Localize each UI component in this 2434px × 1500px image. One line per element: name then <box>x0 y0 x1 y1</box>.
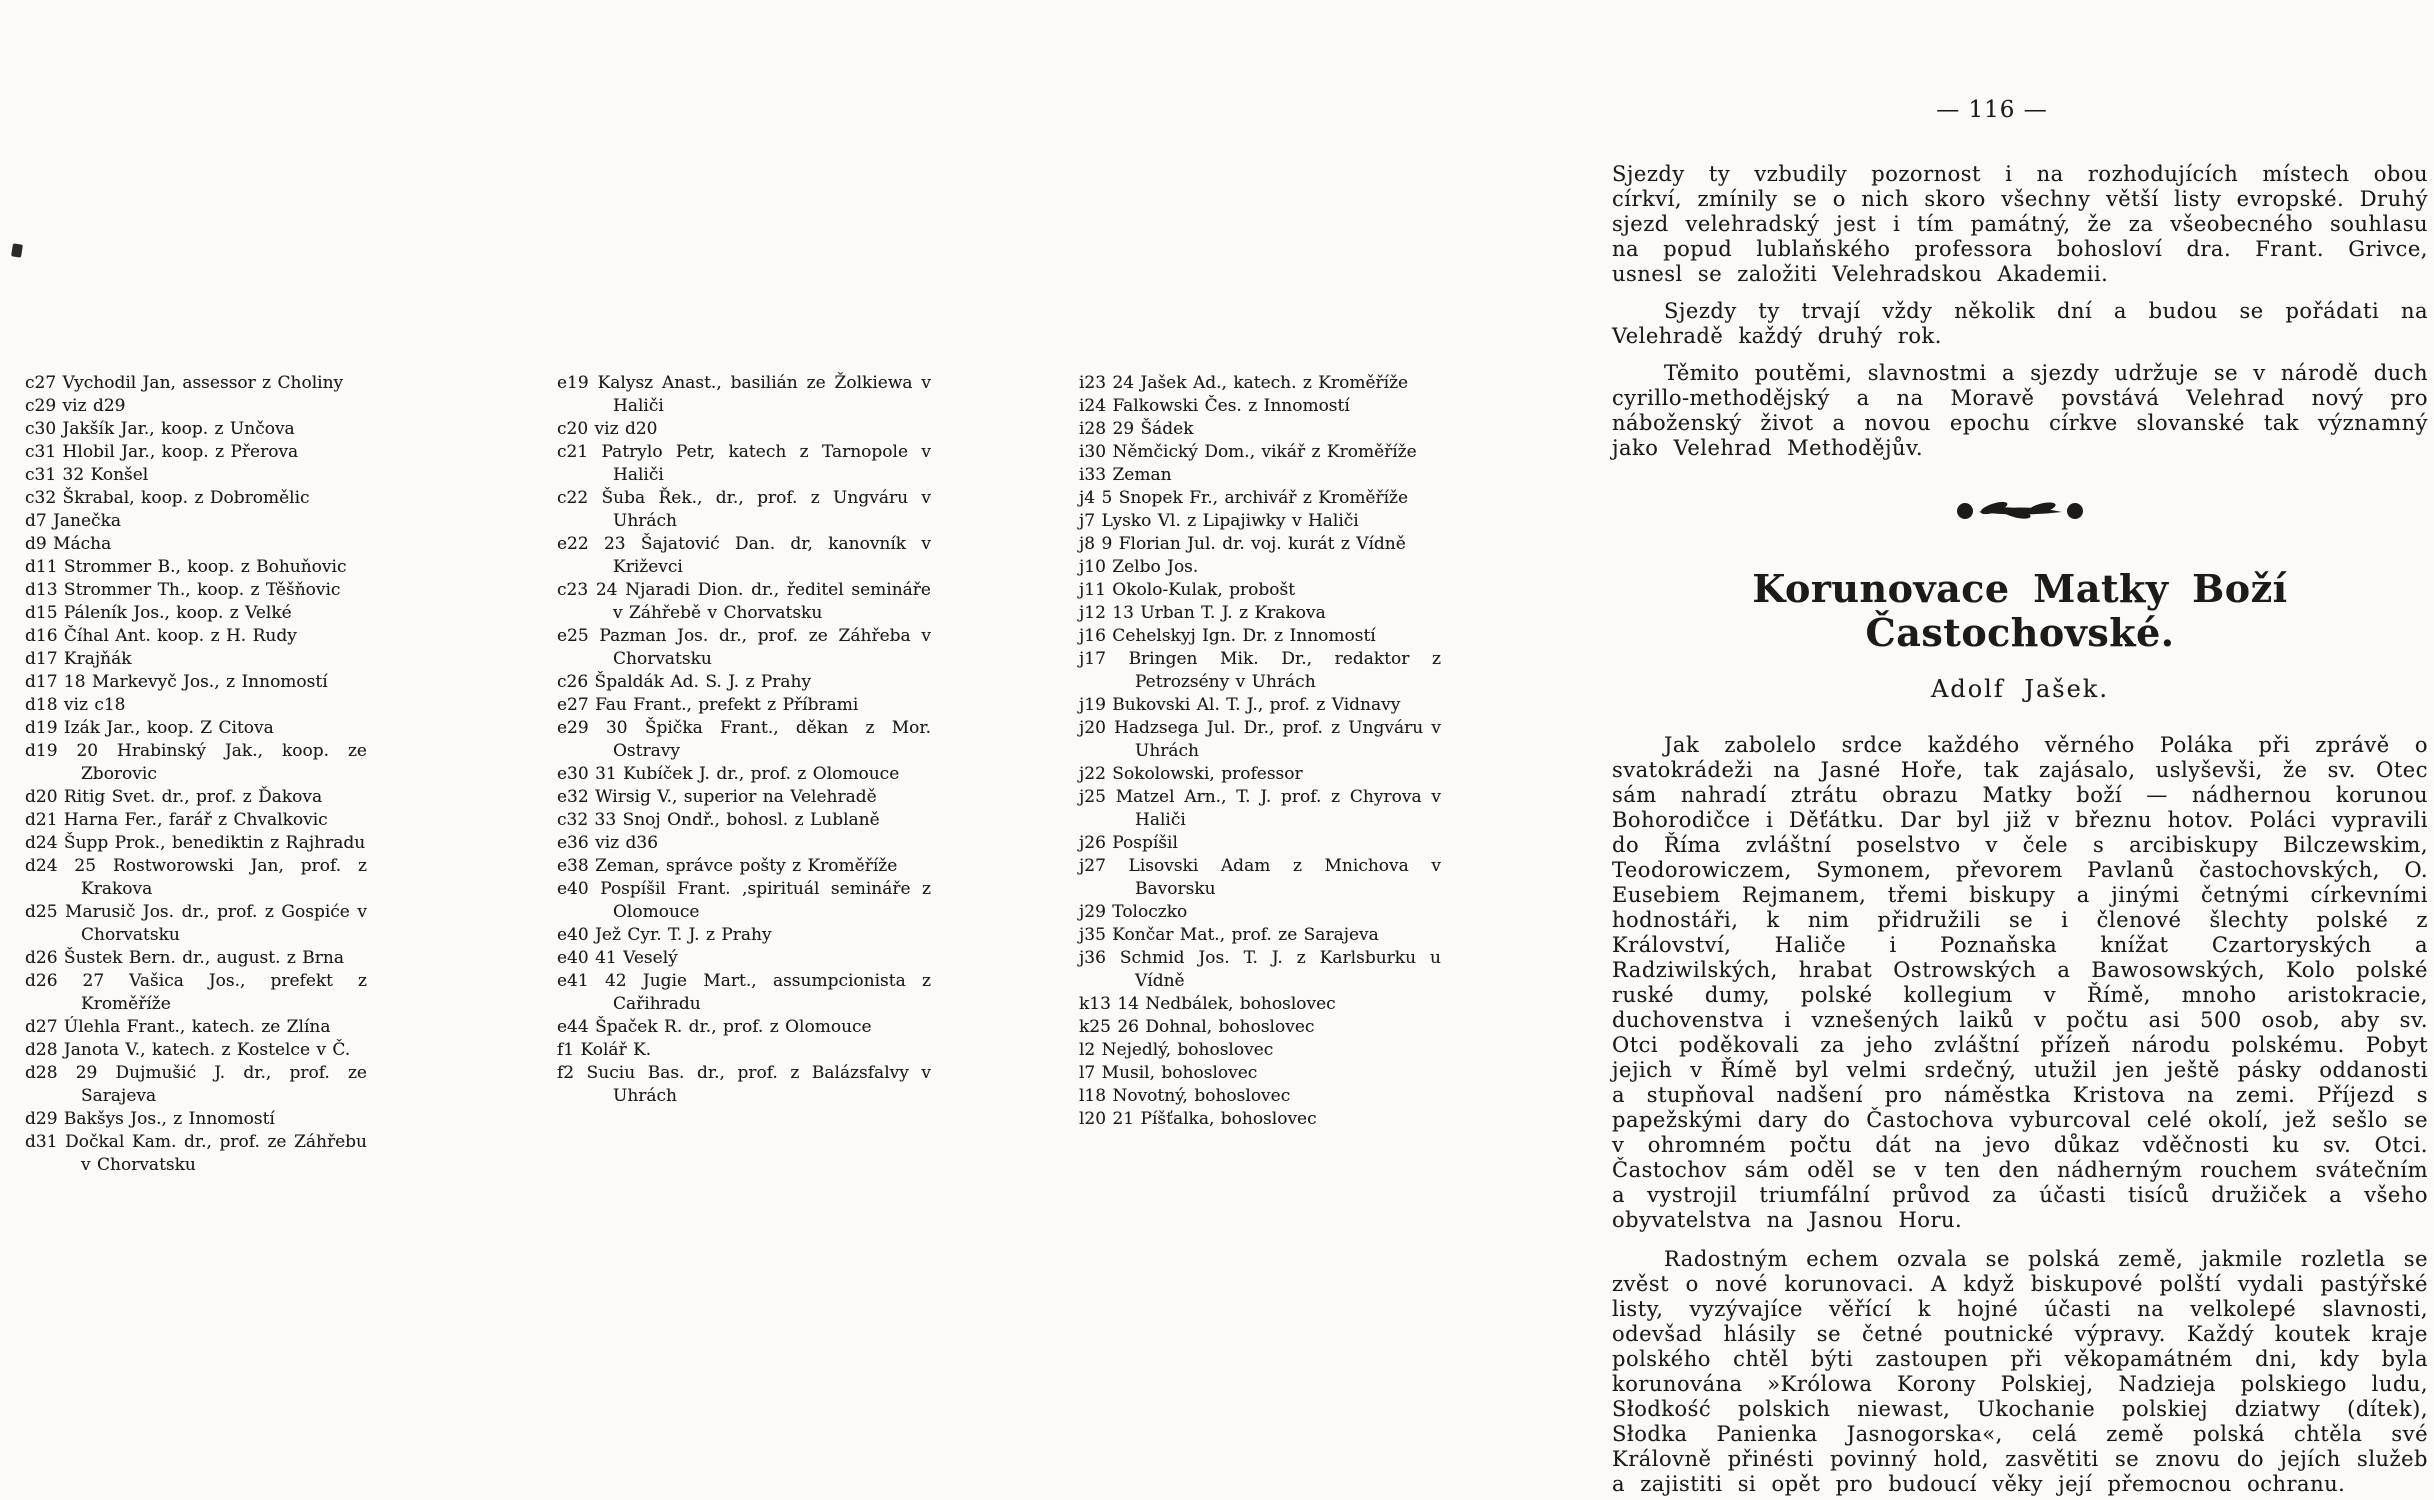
index-entry: l2 Nejedlý, bohoslovec <box>1079 1040 1274 1060</box>
index-entry: d24 Šupp Prok., benediktin z Rajhradu <box>25 833 366 853</box>
index-entry: d7 Janečka <box>25 511 122 531</box>
index-entry: d21 Harna Fer., farář z Chvalkovic <box>25 810 328 830</box>
index-entry: j16 Cehelskyj Ign. Dr. z Innomostí <box>1079 626 1376 646</box>
index-entry: e22 23 Šajatović Dan. dr, kanovník v Križevci <box>557 534 931 577</box>
index-entry: i30 Němčický Dom., vikář z Kroměříže <box>1079 442 1417 462</box>
index-entry: c29 viz d29 <box>25 396 126 416</box>
index-entry: j11 Okolo-Kulak, probošt <box>1079 580 1296 600</box>
index-entry: d9 Mácha <box>25 534 112 554</box>
index-entry: d28 Janota V., katech. z Kostelce v Č. <box>25 1040 351 1060</box>
index-entry: d13 Strommer Th., koop. z Těšňovic <box>25 580 341 600</box>
index-entry: d24 25 Rostworowski Jan, prof. z Krakova <box>25 856 367 899</box>
index-entry: j26 Pospíšil <box>1079 833 1178 853</box>
paragraph: Sjezdy ty vzbudily pozornost i na rozhodujících místech obou církví, zmínily se o nich skoro všechny větší listy evropské. Druhý sjezd velehradský jest i tím památný, že za všeobecného souhlasu na popud lublaňského professora bohosloví dra. Frant. Grivce, usnesl se založiti Velehradskou Akademii. <box>1612 162 2428 286</box>
index-entry: i23 24 Jašek Ad., katech. z Kroměříže <box>1079 373 1409 393</box>
index-entry: d25 Marusič Jos. dr., prof. z Gospiće v Chorvatsku <box>25 902 367 945</box>
index-entry: d26 Šustek Bern. dr., august. z Brna <box>25 948 344 968</box>
index-entry: c31 32 Konšel <box>25 465 149 485</box>
index-entry: j29 Toloczko <box>1079 902 1188 922</box>
index-entry: l18 Novotný, bohoslovec <box>1079 1086 1291 1106</box>
index-entry: c27 Vychodil Jan, assessor z Choliny <box>25 373 344 393</box>
index-entry: c20 viz d20 <box>557 419 658 439</box>
index-entry: k13 14 Nedbálek, bohoslovec <box>1079 994 1336 1014</box>
index-entry: l20 21 Píšťalka, bohoslovec <box>1079 1109 1317 1129</box>
index-entry: d17 18 Markevyč Jos., z Innomostí <box>25 672 328 692</box>
index-entry: d26 27 Vašica Jos., prefekt z Kroměříže <box>25 971 367 1014</box>
paragraph: Radostným echem ozvala se polská země, jakmile rozletla se zvěst o nové korunovaci. A když biskupové polští vydali pastýřské listy, vyzývajíce věřící k hojné účasti na velkolepé slavnosti, odevšad hlásily se četné poutnické výpravy. Každý koutek kraje polského chtěl býti zastoupen při věkopamátném dni, kdy byla korunována »Królowa Korony Polskiej, Nadzieja polskiego ludu, Słodkość polskich niewast, Ukochanie polskiej dziatwy (dítek), Słodka Panienka Jasnogorska«, celá země polská chtěla své Královně přinésti povinný hold, zasvětiti se znovu do jejích služeb a zajistiti si opět pro budoucí věky její přemocnou ochranu. <box>1612 1247 2428 1496</box>
index-entry: e25 Pazman Jos. dr., prof. ze Záhřeba v Chorvatsku <box>557 626 931 669</box>
paragraph: Sjezdy ty trvají vždy několik dní a budou se pořádati na Velehradě každý druhý rok. <box>1612 299 2428 348</box>
index-entry: i28 29 Šádek <box>1079 419 1194 439</box>
index-entry: e36 viz d36 <box>557 833 659 853</box>
index-entry: j22 Sokolowski, professor <box>1079 764 1303 784</box>
scan-artifact <box>11 243 23 257</box>
index-entry: j4 5 Snopek Fr., archivář z Kroměříže <box>1079 488 1409 508</box>
index-entry: e38 Zeman, správce pošty z Kroměříže <box>557 856 898 876</box>
index-entry: c22 Šuba Řek., dr., prof. z Ungváru v Uhrách <box>557 488 931 531</box>
index-entry: c21 Patrylo Petr, katech z Tarnopole v Haliči <box>557 442 931 485</box>
index-entry: e29 30 Špička Frant., děkan z Mor. Ostravy <box>557 718 931 761</box>
index-entry: j7 Lysko Vl. z Lipajiwky v Haliči <box>1079 511 1359 531</box>
article-title: Korunovace Matky Boží Častochovské. <box>1752 566 2288 655</box>
index-entry: l7 Musil, bohoslovec <box>1079 1063 1258 1083</box>
index-entry: e32 Wirsig V., superior na Velehradě <box>557 787 877 807</box>
index-entry: e40 Pospíšil Frant. ,spirituál semináře z Olomouce <box>557 879 931 922</box>
article-paragraphs <box>1612 733 2428 1497</box>
index-entry: d31 Dočkal Kam. dr., prof. ze Záhřebu v Chorvatsku <box>25 1132 367 1175</box>
index-entry: k25 26 Dohnal, bohoslovec <box>1079 1017 1315 1037</box>
index-entry: d15 Páleník Jos., koop. z Velké <box>25 603 292 623</box>
index-entry: e40 Jež Cyr. T. J. z Prahy <box>557 925 772 945</box>
index-entry: d28 29 Dujmušić J. dr., prof. ze Sarajeva <box>25 1063 367 1106</box>
index-entry: i33 Zeman <box>1079 465 1172 485</box>
index-entry: j10 Zelbo Jos. <box>1079 557 1199 577</box>
index-entry: e41 42 Jugie Mart., assumpcionista z Cařihradu <box>557 971 931 1014</box>
index-entry: e44 Špaček R. dr., prof. z Olomouce <box>557 1017 872 1037</box>
section-divider-ornament <box>1612 497 2428 527</box>
article-author: Adolf Jašek. <box>1931 675 2109 703</box>
paragraph: Těmito poutěmi, slavnostmi a sjezdy udržuje se v národě duch cyrillo-methodějský a na Moravě povstává Velehrad nový pro náboženský život a novou epochu církve slovanské tak významný jako Velehrad Methodějův. <box>1612 361 2428 460</box>
index-entry: j27 Lisovski Adam z Mnichova v Bavorsku <box>1079 856 1441 899</box>
index-entry: f1 Kolář K. <box>557 1040 652 1060</box>
index-column-3 <box>1079 372 1441 1131</box>
index-entry: e40 41 Veselý <box>557 948 678 968</box>
paragraph: Jak zabolelo srdce každého věrného Poláka při zprávě o svatokrádeži na Jasné Hoře, tak zajásalo, uslyševši, že sv. Otec sám nahradí ztrátu obrazu Matky boží — nádhernou korunou Bohorodičce i Děťátku. Dar byl již v březnu hotov. Poláci vypravili do Říma zvláštní poselstvo v čele s arcibiskupy Bilczewskim, Teodorowiczem, Symonem, převorem Pavlanů častochovských, O. Eusebiem Rejmanem, třemi biskupy a jinými četnými církevními hodnostáři, k nim přidružili se i členové šlechty polské z Království, Haliče i Poznaňska knížat Czartoryských a Radziwilských, hrabat Ostrowských a Bawosowských, Kolo polské ruské dumy, polské kollegium v Římě, mnoho aristokracie, duchovenstva i vznešených laiků v počtu asi 500 osob, aby sv. Otci poděkovali za jeho zvláštní přízeň národu polskému. Pobyt jejich v Římě byl velmi srdečný, utužil jen ještě pásky oddanosti a stupňoval nadšení pro náměstka Kristova na zemi. Příjezd s papežskými dary do Častochova vyburcoval celé okolí, jež sešlo se v ohromném počtu dát na jevo důkaz vděčnosti ku sv. Otci. Častochov sám oděl se v ten den nádherným rouchem svátečním a vystrojil triumfální průvod za účasti tisíců družiček a všeho obyvatelstva na Jasnou Horu. <box>1612 733 2428 1232</box>
index-entry: e30 31 Kubíček J. dr., prof. z Olomouce <box>557 764 900 784</box>
index-entry: j20 Hadzsega Jul. Dr., prof. z Ungváru v Uhrách <box>1079 718 1441 761</box>
index-entry: d19 20 Hrabinský Jak., koop. ze Zborovic <box>25 741 367 784</box>
index-entry: j19 Bukovski Al. T. J., prof. z Vidnavy <box>1079 695 1401 715</box>
continuation-paragraphs <box>1612 162 2428 461</box>
index-entry: e19 Kalysz Anast., basilián ze Žolkiewa v Haliči <box>557 373 931 416</box>
index-entry: i24 Falkowski Čes. z Innomostí <box>1079 396 1350 416</box>
index-entry: d18 viz c18 <box>25 695 126 715</box>
text-column <box>1612 96 2428 1500</box>
index-entry: e27 Fau Frant., prefekt z Příbrami <box>557 695 859 715</box>
page-number: — 116 — <box>1936 97 2048 123</box>
index-entry: d16 Číhal Ant. koop. z H. Rudy <box>25 626 297 646</box>
index-entry: d20 Ritig Svet. dr., prof. z Ďakova <box>25 787 323 807</box>
index-entry: j12 13 Urban T. J. z Krakova <box>1079 603 1326 623</box>
index-column-1 <box>25 372 367 1177</box>
index-entry: j25 Matzel Arn., T. J. prof. z Chyrova v Haliči <box>1079 787 1441 830</box>
index-entry: d27 Úlehla Frant., katech. ze Zlína <box>25 1017 331 1037</box>
index-entry: d11 Strommer B., koop. z Bohuňovic <box>25 557 347 577</box>
index-entry: c32 Škrabal, koop. z Dobromělic <box>25 488 310 508</box>
index-entry: j35 Končar Mat., prof. ze Sarajeva <box>1079 925 1379 945</box>
index-entry: d19 Izák Jar., koop. Z Citova <box>25 718 274 738</box>
index-entry: c30 Jakšík Jar., koop. z Unčova <box>25 419 295 439</box>
index-entry: j17 Bringen Mik. Dr., redaktor z Petrozsény v Uhrách <box>1079 649 1441 692</box>
index-entry: d29 Bakšys Jos., z Innomostí <box>25 1109 275 1129</box>
index-entry: c26 Špaldák Ad. S. J. z Prahy <box>557 672 812 692</box>
index-entry: c31 Hlobil Jar., koop. z Přerova <box>25 442 299 462</box>
index-entry: d17 Krajňák <box>25 649 132 669</box>
index-entry: f2 Suciu Bas. dr., prof. z Balázsfalvy v Uhrách <box>557 1063 931 1106</box>
index-entry: j36 Schmid Jos. T. J. z Karlsburku u Vídně <box>1079 948 1441 991</box>
index-entry: c32 33 Snoj Ondř., bohosl. z Lublaně <box>557 810 880 830</box>
index-entry: j8 9 Florian Jul. dr. voj. kurát z Vídně <box>1079 534 1406 554</box>
index-column-2 <box>557 372 931 1108</box>
index-entry: c23 24 Njaradi Dion. dr., ředitel semináře v Záhřebě v Chorvatsku <box>557 580 931 623</box>
